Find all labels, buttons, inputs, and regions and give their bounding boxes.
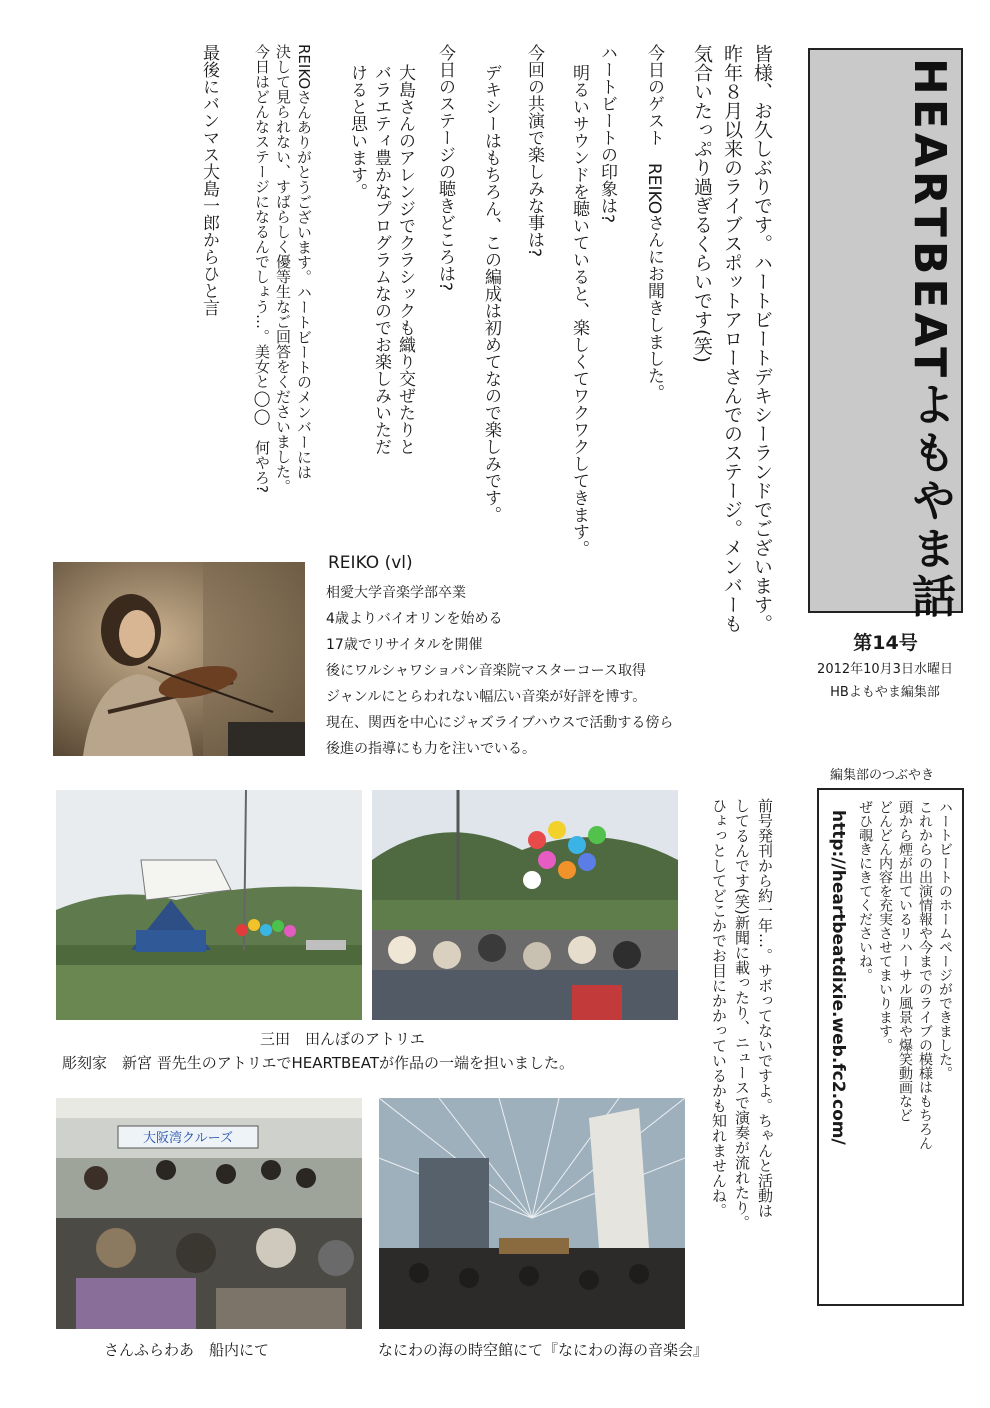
since-last-line-2: してるんです(笑)新聞に載ったり、ニュースで演奏が流れたり。 xyxy=(733,798,751,1230)
note-line-5: ぜひ覗きにきてくださいね。 xyxy=(857,800,873,982)
closing-last-line: 最後にバンマス大島一郎からひと言 xyxy=(199,44,219,316)
ship-caption: さんふらわあ 船内にて xyxy=(104,1341,270,1359)
museum-photo xyxy=(379,1098,685,1329)
note-line-3: 頭から煙が出ているリハーサル風景や爆笑動画など xyxy=(897,800,913,1122)
question-1: ハートビートの印象は? xyxy=(597,44,617,224)
profile-line-1: 相愛大学音楽学部卒業 xyxy=(326,585,466,601)
question-3: 今日のステージの聴きどころは? xyxy=(435,44,455,292)
atelier-photo-right xyxy=(372,790,678,1020)
atelier-caption-desc: 彫刻家 新宮 晋先生のアトリエでHEARTBEATが作品の一端を担いました。 xyxy=(62,1054,575,1072)
closing-line-1: REIKOさんありがとうございます。ハートビートのメンバーには xyxy=(295,44,313,480)
note-heading: 編集部のつぶやき xyxy=(830,768,935,783)
masthead-box xyxy=(808,48,963,622)
since-last-line-3: ひょっとしてどこかでお目にかかっているかも知れませんね。 xyxy=(710,798,728,1218)
greeting-line-3: 気合いたっぷり過ぎるくらいです(笑) xyxy=(691,44,713,363)
reiko-photo xyxy=(53,562,305,756)
profile-line-6: 現在、関西を中心にジャズライブハウスで活動する傍ら xyxy=(326,715,674,731)
answer-3-line-2: バラエティ豊かなプログラムなのでお楽しみいただ xyxy=(371,64,391,455)
profile-line-4: 後にワルシャワショパン音楽院マスターコース取得 xyxy=(326,663,646,679)
homepage-url-link[interactable]: http://heartbeatdixie.web.fc2.com/ xyxy=(828,810,848,1145)
profile-line-7: 後進の指導にも力を注いでいる。 xyxy=(326,741,536,757)
ship-photo xyxy=(56,1098,362,1329)
answer-3-line-1: 大島さんのアレンジでクラシックも織り交ぜたりと xyxy=(395,64,415,455)
profile-name: REIKO (vl) xyxy=(328,553,413,573)
since-last-line-1: 前号発刊から約一年…。サボってないですよ。ちゃんと活動は xyxy=(756,798,774,1218)
issue-number: 第14号 xyxy=(853,632,918,654)
profile-line-3: 17歳でリサイタルを開催 xyxy=(326,637,483,653)
answer-2: デキシーはもちろん、この編成は初めてなので楽しみです。 xyxy=(481,64,501,523)
issue-date: 2012年10月3日水曜日 xyxy=(817,662,953,677)
closing-line-3: 今日はどんなステージになるんでしょう…。美女と◯◯ 何やろ? xyxy=(253,44,271,493)
greeting-line-2: 昨年８月以来のライブスポットアローさんでのステージ。メンバーも xyxy=(721,44,743,633)
banner-text: 大阪湾クルーズ xyxy=(143,1131,233,1146)
masthead-title: HEARTBEATよもやま話 xyxy=(904,58,955,622)
issue-department: HBよもやま編集部 xyxy=(830,685,940,700)
greeting-line-1: 皆様、お久しぶりです。ハートビートデキシーランドでございます。 xyxy=(751,44,773,633)
note-line-2: これからの出演情報や今までのライブの模様はもちろん xyxy=(917,800,933,1150)
note-line-4: どんどん内容を充実させてまいります。 xyxy=(877,800,893,1052)
museum-caption: なにわの海の時空館にて『なにわの海の音楽会』 xyxy=(378,1341,709,1359)
question-2: 今回の共演で楽しみな事は? xyxy=(524,44,544,258)
note-line-1: ハートビートのホームページができました。 xyxy=(937,800,953,1080)
atelier-photo-left xyxy=(56,790,362,1020)
article-intro: 今日のゲスト REIKOさんにお聞きしました。 xyxy=(644,44,664,402)
profile-line-5: ジャンルにとらわれない幅広い音楽が好評を博す。 xyxy=(326,689,647,705)
profile-line-2: 4歳よりバイオリンを始める xyxy=(326,611,503,627)
answer-3-line-3: けると思います。 xyxy=(347,64,367,200)
closing-line-2: 決して見られない、すばらしく優等生なご回答をくださいました。 xyxy=(274,44,292,494)
answer-1: 明るいサウンドを聴いていると、楽しくてワクワクしてきます。 xyxy=(569,64,589,557)
atelier-caption-title: 三田 田んぼのアトリエ xyxy=(260,1030,425,1048)
